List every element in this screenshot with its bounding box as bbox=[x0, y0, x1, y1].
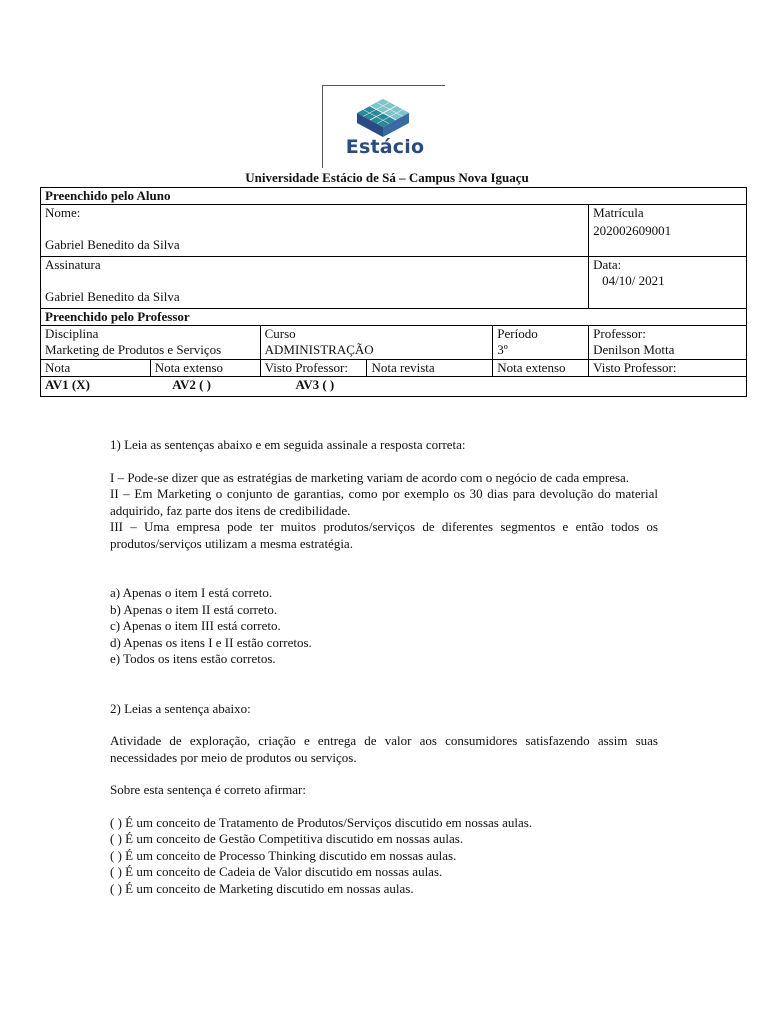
professor-section-heading: Preenchido pelo Professor bbox=[41, 309, 747, 326]
q1-option-d[interactable]: d) Apenas os itens I e II estão corretos. bbox=[110, 634, 312, 650]
q2-option-2[interactable]: ( ) É um conceito de Gestão Competitiva discutido em nossas aulas. bbox=[110, 831, 464, 846]
grade-nota-extenso-cell[interactable]: Nota extenso bbox=[150, 360, 260, 377]
date-cell[interactable] bbox=[589, 257, 747, 309]
q1-item-3: III – Uma empresa pode ter muitos produtos/serviços de diferentes segmentos e então todos os produtos/serviços utilizam a mesma estratégia. bbox=[110, 519, 658, 551]
university-title: Universidade Estácio de Sá – Campus Nova Iguaçu bbox=[245, 170, 529, 185]
periodo-value: 3º bbox=[497, 342, 508, 357]
grade-nota-revista-cell[interactable]: Nota revista bbox=[367, 360, 493, 377]
q2-sentence: Atividade de exploração, criação e entrega de valor aos consumidores satisfazendo assim suas necessidades por meio de produtos ou serviços. bbox=[110, 733, 658, 765]
av-selection-row bbox=[41, 377, 747, 397]
matricula-value: 202002609001 bbox=[593, 223, 672, 238]
name-cell[interactable] bbox=[41, 205, 589, 257]
disciplina-value: Marketing de Produtos e Serviços bbox=[45, 342, 222, 357]
date-label: Data: bbox=[593, 257, 622, 272]
grade-visto-cell[interactable]: Visto Professor: bbox=[260, 360, 367, 377]
curso-value: ADMINISTRAÇÃO bbox=[264, 342, 374, 357]
av3-checkbox[interactable]: AV3 ( ) bbox=[295, 377, 335, 392]
grade-visto-2-cell[interactable]: Visto Professor: bbox=[589, 360, 747, 377]
q1-item-1: I – Pode-se dizer que as estratégias de marketing variam de acordo com o negócio de cada empresa. bbox=[110, 469, 630, 485]
professor-label: Professor: bbox=[593, 326, 646, 341]
estacio-cube-icon bbox=[333, 96, 433, 138]
exam-content bbox=[110, 437, 658, 897]
q2-option-5[interactable]: ( ) É um conceito de Marketing discutido em nossas aulas. bbox=[110, 880, 414, 896]
q1-option-c[interactable]: c) Apenas o item III está correto. bbox=[110, 618, 281, 633]
signature-label: Assinatura bbox=[45, 257, 101, 272]
q2-question: Sobre esta sentença é correto afirmar: bbox=[110, 782, 306, 797]
q1-prompt: 1) Leia as sentenças abaixo e em seguida assinale a resposta correta: bbox=[110, 437, 466, 452]
professor-value: Denilson Motta bbox=[593, 342, 675, 357]
grade-nota-extenso-2-cell[interactable]: Nota extenso bbox=[493, 360, 589, 377]
signature-value: Gabriel Benedito da Silva bbox=[45, 289, 180, 304]
curso-label: Curso bbox=[264, 326, 296, 341]
q1-option-b[interactable]: b) Apenas o item II está correto. bbox=[110, 601, 278, 617]
disciplina-label: Disciplina bbox=[45, 326, 99, 341]
logo-wordmark: Estácio bbox=[345, 136, 425, 158]
matricula-label: Matrícula bbox=[593, 205, 644, 220]
av2-checkbox[interactable]: AV2 ( ) bbox=[172, 377, 212, 392]
q2-prompt: 2) Leias a sentença abaixo: bbox=[110, 700, 251, 716]
q1-option-e[interactable]: e) Todos os itens estão corretos. bbox=[110, 651, 276, 666]
name-value: Gabriel Benedito da Silva bbox=[45, 237, 180, 252]
grade-nota-cell[interactable]: Nota bbox=[41, 360, 151, 377]
periodo-label: Período bbox=[497, 326, 538, 341]
name-label: Nome: bbox=[45, 205, 81, 220]
university-logo bbox=[322, 85, 445, 168]
signature-cell[interactable] bbox=[41, 257, 589, 309]
periodo-cell[interactable] bbox=[493, 326, 589, 360]
q2-option-4[interactable]: ( ) É um conceito de Cadeia de Valor discutido em nossas aulas. bbox=[110, 864, 443, 879]
student-info-form bbox=[40, 187, 747, 397]
student-section-heading: Preenchido pelo Aluno bbox=[41, 188, 747, 205]
date-value: 04/10/ 2021 bbox=[602, 273, 665, 288]
matricula-cell[interactable] bbox=[589, 205, 747, 257]
professor-cell[interactable] bbox=[589, 326, 747, 360]
q2-option-1[interactable]: ( ) É um conceito de Tratamento de Produtos/Serviços discutido em nossas aulas. bbox=[110, 814, 533, 830]
disciplina-cell[interactable] bbox=[41, 326, 261, 360]
curso-cell[interactable] bbox=[260, 326, 493, 360]
q2-option-3[interactable]: ( ) É um conceito de Processo Thinking discutido em nossas aulas. bbox=[110, 847, 457, 863]
av1-checkbox[interactable]: AV1 (X) bbox=[45, 377, 90, 392]
q1-option-a[interactable]: a) Apenas o item I está correto. bbox=[110, 585, 273, 600]
q1-item-2: II – Em Marketing o conjunto de garantias, como por exemplo os 30 dias para devolução do material adquirido, faz parte dos itens de credibilidade. bbox=[110, 486, 658, 518]
